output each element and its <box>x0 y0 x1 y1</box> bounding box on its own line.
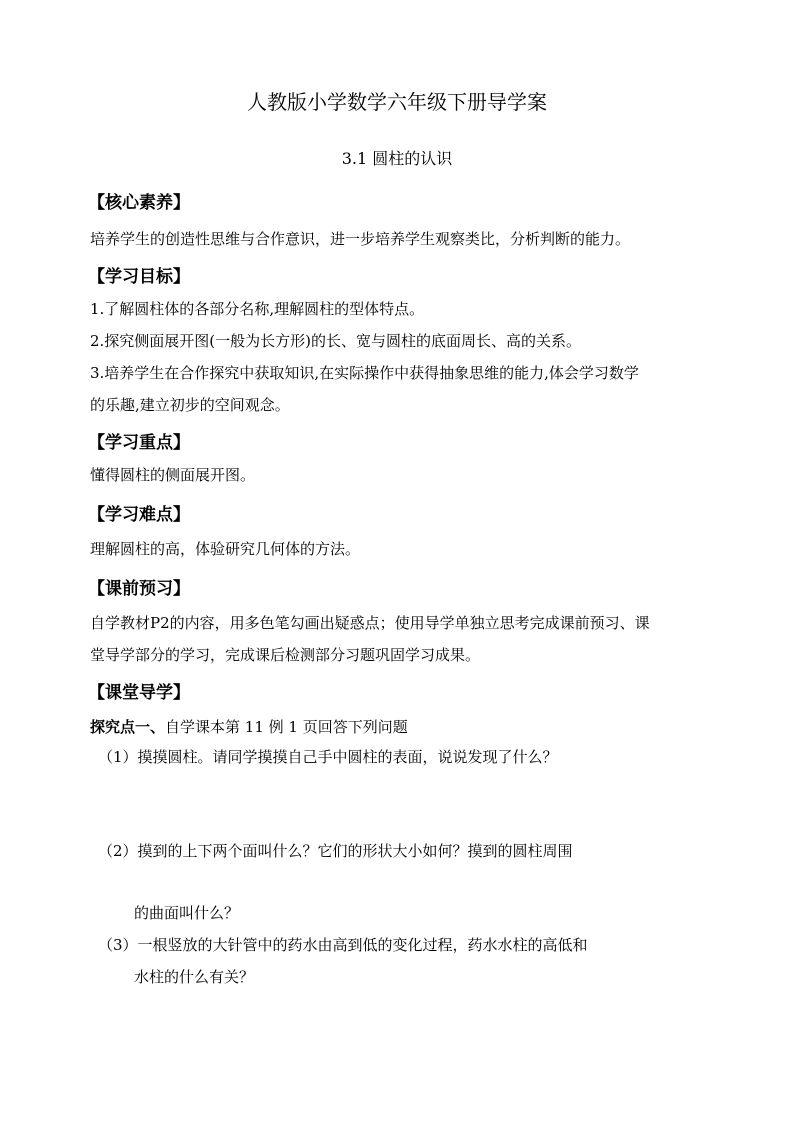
goal-item-1: 1.了解圆柱体的各部分名称,理解圆柱的型体特点。 <box>90 300 425 318</box>
heading-core-literacy: 【核心素养】 <box>88 193 190 213</box>
question-3-cont: 水柱的什么有关？ <box>134 968 255 986</box>
document-title: 人教版小学数学六年级下册导学案 <box>247 90 547 114</box>
heading-classroom-guide: 【课堂导学】 <box>88 683 190 703</box>
goal-item-3-cont: 的乐趣,建立初步的空间观念。 <box>90 396 290 414</box>
preview-line-1: 自学教材P2的内容，用多色笔勾画出疑惑点；使用导学单独立思考完成课前预习、课 <box>90 614 650 632</box>
heading-key-points: 【学习重点】 <box>88 433 190 453</box>
explore-point-label: 探究点一、 <box>90 718 166 736</box>
question-2-cont: 的曲面叫什么？ <box>134 904 240 922</box>
heading-learning-goals: 【学习目标】 <box>88 267 190 287</box>
question-1: （1）摸摸圆柱。请同学摸摸自己手中圆柱的表面，说说发现了什么？ <box>98 748 558 766</box>
explore-point-text: 自学课本第 11 例 1 页回答下列问题 <box>165 718 408 736</box>
question-3: （3）一根竖放的大针管中的药水由高到低的变化过程，药水水柱的高低和 <box>98 936 588 954</box>
heading-difficulties: 【学习难点】 <box>88 505 190 525</box>
difficulties-text: 理解圆柱的高，体验研究几何体的方法。 <box>90 540 361 558</box>
goal-item-2: 2.探究侧面展开图(一般为长方形)的长、宽与圆柱的底面周长、高的关系。 <box>90 332 582 350</box>
heading-preview: 【课前预习】 <box>88 579 190 599</box>
key-points-text: 懂得圆柱的侧面展开图。 <box>90 466 256 484</box>
lesson-subtitle: 3.1 圆柱的认识 <box>341 149 453 168</box>
core-literacy-text: 培养学生的创造性思维与合作意识，进一步培养学生观察类比，分析判断的能力。 <box>90 230 631 248</box>
goal-item-3: 3.培养学生在合作探究中获取知识,在实际操作中获得抽象思维的能力,体会学习数学 <box>90 364 639 382</box>
question-2: （2）摸到的上下两个面叫什么？它们的形状大小如何？摸到的圆柱周围 <box>98 842 573 860</box>
explore-point-line <box>90 716 408 737</box>
preview-line-2: 堂导学部分的学习，完成课后检测部分习题巩固学习成果。 <box>90 646 481 664</box>
